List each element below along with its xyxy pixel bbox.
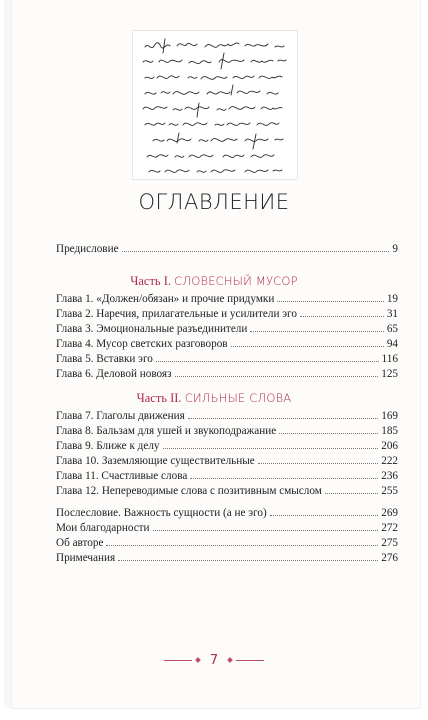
toc-entry-chapter-2 xyxy=(56,307,398,321)
toc-leader-dots xyxy=(153,529,379,531)
toc-entry-label: Предисловие xyxy=(56,243,119,255)
toc-entry-afterword xyxy=(56,506,398,520)
handwriting-illustration xyxy=(132,30,298,180)
footer-rule-left xyxy=(164,660,192,661)
toc-leader-dots xyxy=(163,447,379,449)
toc-entry-label: Глава 7. Глаголы движения xyxy=(56,410,185,422)
toc-entry-preface xyxy=(56,242,398,256)
footer-rule-right xyxy=(236,660,264,661)
toc-entry-page: 94 xyxy=(386,338,398,350)
toc-entry-page: 275 xyxy=(381,537,398,549)
toc-leader-dots xyxy=(279,432,378,434)
toc-entry-label: Глава 8. Бальзам для ушей и звукоподражание xyxy=(56,425,277,437)
toc-leader-dots xyxy=(188,417,379,419)
toc-entry-chapter-5 xyxy=(56,352,398,366)
toc-entry-page: 222 xyxy=(381,455,398,467)
toc-leader-dots xyxy=(300,315,384,317)
toc-entry-label: Глава 1. «Должен/обязан» и прочие придумки xyxy=(56,293,275,305)
toc-leader-dots xyxy=(190,477,378,479)
toc-entry-label: Примечания xyxy=(56,552,116,564)
toc-entry-label: Глава 5. Вставки эго xyxy=(56,353,153,365)
toc-entry-page: 31 xyxy=(386,308,398,320)
part-name: СЛОВЕСНЫЙ МУСОР xyxy=(174,274,298,288)
toc-leader-dots xyxy=(106,544,378,546)
toc-leader-dots xyxy=(156,360,379,362)
toc-entry-label: Глава 12. Непереводимые слова с позитивным смыслом xyxy=(56,485,322,497)
toc-entry-page: 269 xyxy=(381,507,398,519)
toc-entry-page: 185 xyxy=(381,425,398,437)
toc-leader-dots xyxy=(325,492,378,494)
toc-entry-page: 236 xyxy=(381,470,398,482)
toc-entry-label: Мои благодарности xyxy=(56,522,150,534)
part-heading-1 xyxy=(0,273,428,289)
toc-entry-chapter-1 xyxy=(56,292,398,306)
toc-entry-page: 116 xyxy=(381,353,398,365)
toc-entry-page: 125 xyxy=(381,368,398,380)
toc-leader-dots xyxy=(118,559,378,561)
toc-entry-label: Глава 6. Деловой новояз xyxy=(56,368,172,380)
toc-entry-page: 276 xyxy=(381,552,398,564)
toc-entry-page: 169 xyxy=(381,410,398,422)
page-number: 7 xyxy=(209,652,219,668)
toc-entry-chapter-11 xyxy=(56,469,398,483)
toc-entry-page: 206 xyxy=(381,440,398,452)
toc-leader-dots xyxy=(270,514,379,516)
part-heading-2 xyxy=(0,390,428,406)
toc-entry-chapter-9 xyxy=(56,439,398,453)
handwriting-image xyxy=(133,31,297,179)
page-footer xyxy=(0,650,428,670)
part-prefix: Часть II. xyxy=(136,391,182,405)
toc-entry-chapter-3 xyxy=(56,322,398,336)
toc-entry-page: 19 xyxy=(386,293,398,305)
toc-entry-notes xyxy=(56,551,398,565)
toc-entry-label: Послесловие. Важность сущности (а не эго) xyxy=(56,507,267,519)
toc-entry-chapter-7 xyxy=(56,409,398,423)
toc-entry-page: 272 xyxy=(381,522,398,534)
toc-entry-page: 255 xyxy=(381,485,398,497)
toc-leader-dots xyxy=(277,300,383,302)
footer-diamond-left xyxy=(195,657,201,663)
toc-leader-dots xyxy=(122,250,390,252)
footer-diamond-right xyxy=(227,657,233,663)
toc-leader-dots xyxy=(231,345,384,347)
toc-entry-label: Об авторе xyxy=(56,537,104,549)
part-name: СИЛЬНЫЕ СЛОВА xyxy=(184,391,292,405)
toc-entry-label: Глава 3. Эмоциональные разъединители xyxy=(56,323,248,335)
toc-entry-label: Глава 4. Мусор светских разговоров xyxy=(56,338,228,350)
toc-entry-label: Глава 10. Заземляющие существительные xyxy=(56,455,255,467)
toc-entry-chapter-10 xyxy=(56,454,398,468)
toc-entry-label: Глава 9. Ближе к делу xyxy=(56,440,160,452)
part-prefix: Часть I. xyxy=(130,274,172,288)
toc-entry-label: Глава 11. Счастливые слова xyxy=(56,470,188,482)
toc-entry-chapter-8 xyxy=(56,424,398,438)
toc-entry-about-author xyxy=(56,536,398,550)
toc-leader-dots xyxy=(175,375,379,377)
toc-leader-dots xyxy=(258,462,378,464)
toc-entry-page: 9 xyxy=(392,243,398,255)
toc-entry-chapter-12 xyxy=(56,484,398,498)
toc-entry-acknowledgements xyxy=(56,521,398,535)
toc-entry-label: Глава 2. Наречия, прилагательные и усилители эго xyxy=(56,308,297,320)
toc-entry-page: 65 xyxy=(386,323,398,335)
toc-entry-chapter-6 xyxy=(56,367,398,381)
toc-leader-dots xyxy=(250,330,383,332)
toc-entry-chapter-4 xyxy=(56,337,398,351)
page-title: ОГЛАВЛЕНИЕ xyxy=(138,190,290,214)
